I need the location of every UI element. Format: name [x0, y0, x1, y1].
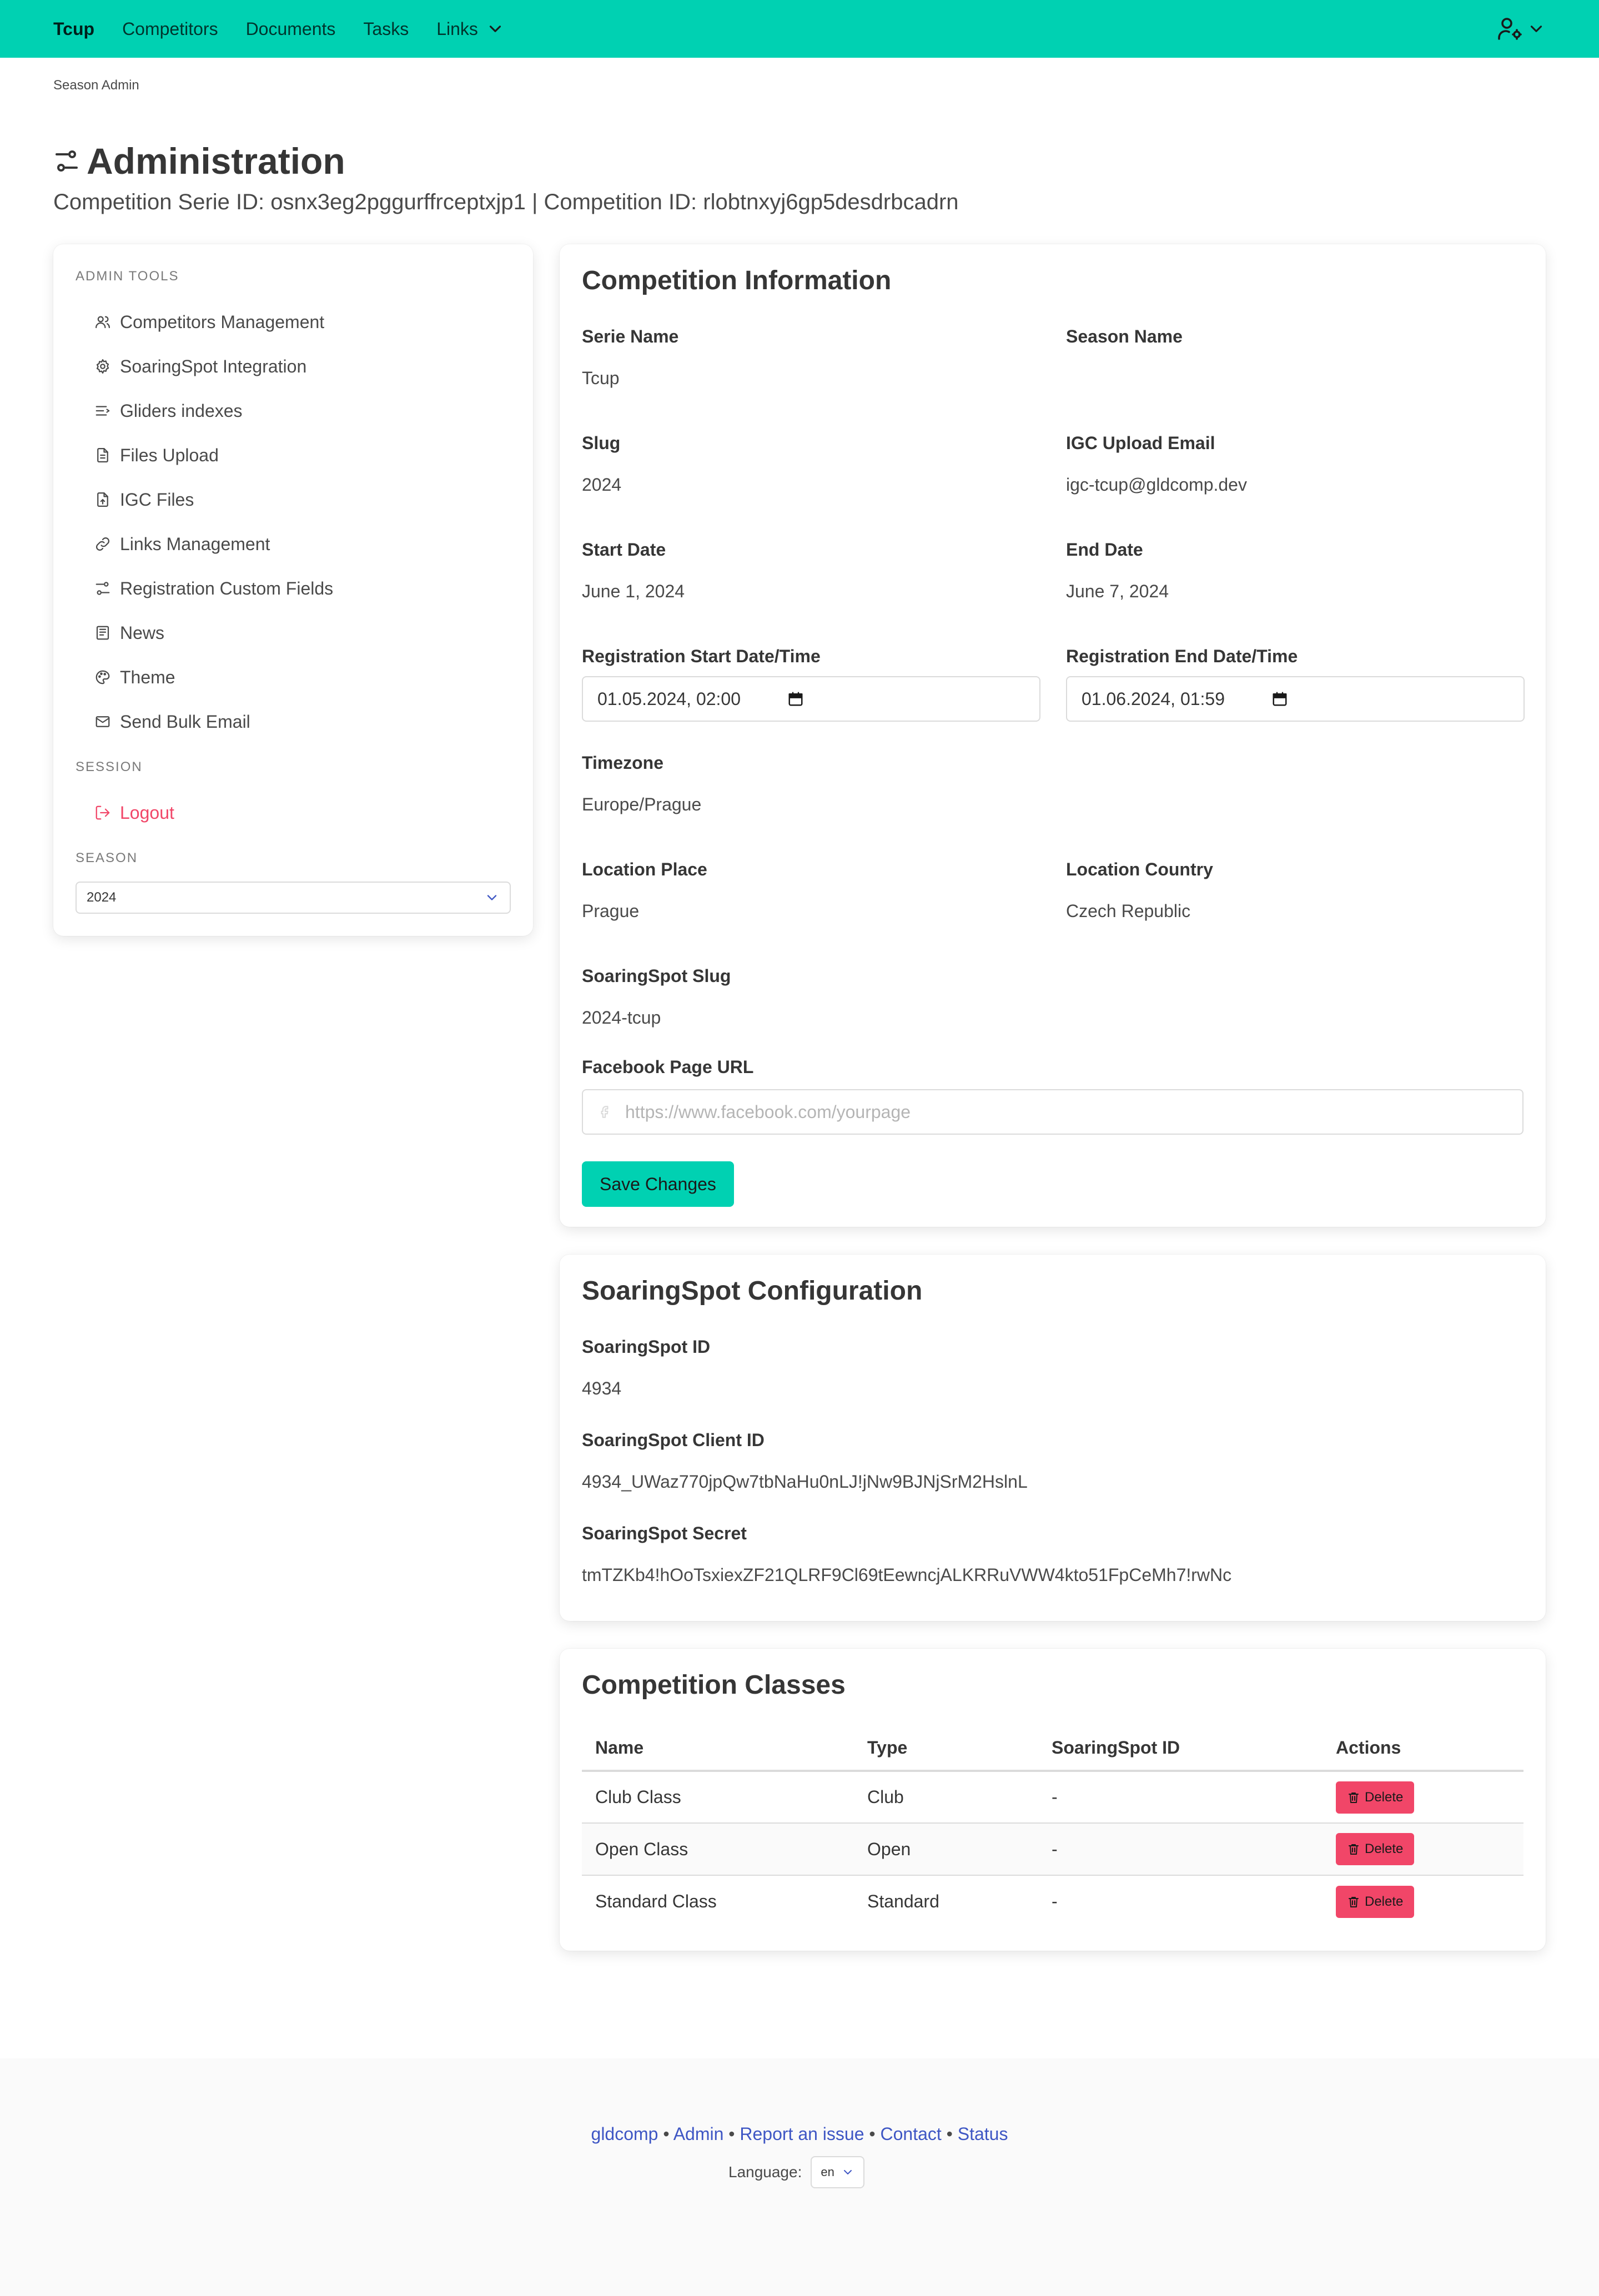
- sidebar-item-label: IGC Files: [120, 489, 194, 510]
- class-name-cell: Standard Class: [595, 1891, 717, 1911]
- admin-tools-list: [76, 300, 511, 744]
- table-row: [582, 1875, 1523, 1927]
- sidebar-item-label: SoaringSpot Integration: [120, 356, 307, 376]
- location-place-label: Location Place: [582, 859, 707, 879]
- language-value: en: [821, 2165, 834, 2179]
- footer-link-contact[interactable]: Contact: [880, 2124, 942, 2144]
- sidebar-item-gliders-indexes[interactable]: [76, 389, 511, 433]
- soaringspot-config-title: SoaringSpot Configuration: [582, 1276, 923, 1306]
- session-label: SESSION: [76, 759, 143, 774]
- season-select-value: 2024: [87, 890, 117, 905]
- ss-slug-label: SoaringSpot Slug: [582, 966, 731, 986]
- sidebar-item-label: Gliders indexes: [120, 400, 243, 421]
- sidebar-item-label: Links Management: [120, 533, 270, 554]
- class-actions-cell: [1323, 1875, 1523, 1927]
- delete-button[interactable]: [1336, 1833, 1414, 1865]
- sliders-icon: [53, 148, 80, 174]
- facebook-input[interactable]: [582, 1089, 1523, 1135]
- footer-separator: •: [728, 2124, 735, 2144]
- admin-sidebar: [53, 244, 533, 936]
- delete-label: Delete: [1365, 1894, 1404, 1909]
- newspaper-icon: [94, 625, 111, 641]
- sidebar-item-links-management[interactable]: [76, 522, 511, 566]
- ss-secret-field: [582, 1523, 1231, 1585]
- sidebar-item-news[interactable]: [76, 611, 511, 655]
- page-title-text: Administration: [87, 140, 345, 182]
- ss-client-id-field: [582, 1430, 1028, 1492]
- reg-end-field: [1066, 646, 1298, 667]
- season-name-field: [1066, 326, 1183, 368]
- sidebar-item-igc-files[interactable]: [76, 477, 511, 522]
- season-label: SEASON: [76, 850, 138, 865]
- competition-classes-card: [560, 1649, 1546, 1951]
- class-name-cell: Open Class: [582, 1823, 854, 1875]
- class-type-cell: Standard: [867, 1891, 939, 1911]
- start-date-field: [582, 540, 685, 602]
- calendar-icon[interactable]: [1271, 691, 1288, 707]
- location-country-field: [1066, 859, 1213, 922]
- class-actions-cell: [1323, 1823, 1523, 1875]
- link-icon: [94, 536, 111, 552]
- sidebar-item-send-bulk-email[interactable]: [76, 699, 511, 744]
- reg-start-value: 01.05.2024, 02:00: [597, 688, 741, 709]
- delete-button[interactable]: [1336, 1886, 1414, 1918]
- slug-field: [582, 433, 621, 495]
- chevron-down-icon: [484, 890, 500, 905]
- reg-end-input[interactable]: [1066, 676, 1525, 722]
- session-list: [76, 790, 511, 835]
- sidebar-item-label: News: [120, 622, 165, 643]
- end-date-value: June 7, 2024: [1066, 581, 1169, 601]
- serie-name-value: Tcup: [582, 368, 620, 388]
- admin-tools-label: ADMIN TOOLS: [76, 269, 179, 284]
- timezone-field: [582, 753, 701, 815]
- location-place-field: [582, 859, 707, 922]
- class-type-cell: Open: [854, 1823, 1038, 1875]
- end-date-field: [1066, 540, 1169, 602]
- ss-client-id-value: 4934_UWaz770jpQw7tbNaHu0nLJ!jNw9BJNjSrM2HslnL: [582, 1472, 1028, 1492]
- page-title: [53, 140, 345, 182]
- logout-icon: [94, 804, 111, 821]
- footer-link-gldcomp[interactable]: gldcomp: [591, 2124, 658, 2144]
- ss-secret-value: tmTZKb4!hOoTsxiexZF21QLRF9Cl69tEewncjALKRRuVWW4kto51FpCeMh7!rwNc: [582, 1565, 1232, 1585]
- slug-label: Slug: [582, 433, 621, 453]
- footer-separator: •: [946, 2124, 953, 2144]
- page-subtitle: Competition Serie ID: osnx3eg2pggurffrceptxjp1 | Competition ID: rlobtnxyj6gp5desdrbcadrn: [53, 190, 959, 214]
- start-date-label: Start Date: [582, 540, 666, 560]
- nav-links-dropdown[interactable]: [436, 19, 505, 39]
- delete-button[interactable]: [1336, 1781, 1414, 1814]
- footer-separator: •: [663, 2124, 670, 2144]
- season-name-label: Season Name: [1066, 326, 1183, 346]
- col-actions-header: Actions: [1323, 1725, 1523, 1771]
- competition-info-card: [560, 244, 1546, 1227]
- ss-id-value: 4934: [582, 1378, 622, 1398]
- language-label: Language:: [728, 2163, 802, 2181]
- ss-secret-label: SoaringSpot Secret: [582, 1523, 747, 1543]
- sliders-icon: [94, 580, 111, 597]
- trash-icon: [1347, 1791, 1360, 1804]
- sidebar-item-label: Theme: [120, 667, 175, 687]
- trash-icon: [1347, 1842, 1360, 1856]
- competition-info-title: Competition Information: [582, 266, 892, 295]
- user-cog-icon: [1497, 16, 1523, 42]
- trash-icon: [1347, 1895, 1360, 1909]
- save-changes-button[interactable]: Save Changes: [582, 1161, 734, 1207]
- mail-icon: [94, 713, 111, 730]
- end-date-label: End Date: [1066, 540, 1143, 560]
- class-name-cell: Club Class: [582, 1771, 854, 1823]
- file-upload-icon: [94, 491, 111, 508]
- sidebar-item-logout[interactable]: [76, 790, 511, 835]
- col-type-header: Type: [854, 1725, 1038, 1771]
- igc-email-value: igc-tcup@gldcomp.dev: [1066, 475, 1247, 495]
- reg-end-label: Registration End Date/Time: [1066, 646, 1298, 666]
- nav-documents[interactable]: Documents: [245, 18, 336, 39]
- facebook-icon: [597, 1105, 612, 1119]
- serie-name-field: [582, 326, 678, 389]
- top-navbar: [0, 0, 1599, 58]
- user-menu[interactable]: [1497, 0, 1546, 58]
- ss-slug-value: 2024-tcup: [582, 1008, 661, 1028]
- delete-label: Delete: [1365, 1841, 1404, 1856]
- sidebar-item-competitors-management[interactable]: [76, 300, 511, 344]
- sidebar-item-registration-custom-fields[interactable]: [76, 566, 511, 611]
- soaringspot-config-card: [560, 1255, 1546, 1621]
- file-icon: [94, 447, 111, 464]
- footer-link-admin[interactable]: Admin: [673, 2124, 724, 2144]
- sidebar-item-label: Files Upload: [120, 445, 219, 465]
- reg-start-input[interactable]: [582, 676, 1040, 722]
- logout-label: Logout: [120, 802, 174, 823]
- class-ssid-cell: -: [1038, 1823, 1323, 1875]
- col-ssid-header: SoaringSpot ID: [1038, 1725, 1323, 1771]
- season-select[interactable]: [76, 882, 511, 914]
- competition-classes-title: Competition Classes: [582, 1670, 846, 1700]
- calendar-icon[interactable]: [787, 691, 804, 707]
- sidebar-item-theme[interactable]: [76, 655, 511, 699]
- footer-link-status[interactable]: Status: [957, 2124, 1008, 2144]
- palette-icon: [94, 669, 111, 686]
- language-select[interactable]: [811, 2156, 864, 2188]
- sidebar-item-files-upload[interactable]: [76, 433, 511, 477]
- sidebar-item-label: Competitors Management: [120, 311, 325, 332]
- users-icon: [94, 314, 111, 330]
- sidebar-item-soaringspot-integration[interactable]: [76, 344, 511, 389]
- chevron-down-icon: [841, 2166, 854, 2179]
- ss-slug-field: [582, 966, 731, 1028]
- col-name-header: Name: [582, 1725, 854, 1771]
- timezone-label: Timezone: [582, 753, 663, 773]
- location-country-label: Location Country: [1066, 859, 1213, 879]
- facebook-placeholder: https://www.facebook.com/yourpage: [625, 1101, 911, 1122]
- slug-value: 2024: [582, 475, 622, 495]
- reg-start-label: Registration Start Date/Time: [582, 646, 821, 666]
- footer-link-report-issue[interactable]: Report an issue: [740, 2124, 864, 2144]
- table-row: [582, 1771, 1523, 1823]
- sidebar-item-label: Send Bulk Email: [120, 711, 250, 732]
- delete-label: Delete: [1365, 1789, 1404, 1805]
- nav-competitors[interactable]: Competitors: [122, 18, 218, 39]
- gear-icon: [94, 358, 111, 375]
- location-place-value: Prague: [582, 901, 640, 921]
- chevron-down-icon: [486, 19, 505, 38]
- facebook-field: [582, 1057, 753, 1077]
- chevron-down-icon: [1527, 19, 1546, 38]
- footer: [0, 2058, 1599, 2296]
- class-ssid-cell: -: [1038, 1771, 1323, 1823]
- timezone-value: Europe/Prague: [582, 794, 702, 814]
- breadcrumb[interactable]: Season Admin: [53, 78, 139, 93]
- ss-id-label: SoaringSpot ID: [582, 1337, 711, 1357]
- nav-links-label: Links: [436, 18, 478, 39]
- location-country-value: Czech Republic: [1066, 901, 1191, 921]
- nav-brand[interactable]: Tcup: [53, 18, 95, 39]
- ss-id-field: [582, 1337, 710, 1399]
- list-icon: [94, 402, 111, 419]
- language-row: [728, 2156, 864, 2188]
- ss-client-id-label: SoaringSpot Client ID: [582, 1430, 765, 1450]
- nav-tasks[interactable]: Tasks: [363, 18, 409, 39]
- footer-separator: •: [869, 2124, 876, 2144]
- table-row: [582, 1823, 1523, 1875]
- reg-start-field: [582, 646, 821, 667]
- igc-email-label: IGC Upload Email: [1066, 433, 1215, 453]
- serie-name-label: Serie Name: [582, 326, 679, 346]
- classes-table: [582, 1725, 1523, 1927]
- facebook-label: Facebook Page URL: [582, 1057, 754, 1077]
- table-header-row: [582, 1725, 1523, 1771]
- sidebar-item-label: Registration Custom Fields: [120, 578, 334, 598]
- igc-email-field: [1066, 433, 1247, 495]
- class-ssid-cell: -: [1052, 1891, 1058, 1911]
- class-type-cell: Club: [854, 1771, 1038, 1823]
- footer-links: [0, 2124, 1599, 2144]
- class-actions-cell: [1323, 1771, 1523, 1823]
- start-date-value: June 1, 2024: [582, 581, 685, 601]
- reg-end-value: 01.06.2024, 01:59: [1082, 688, 1225, 709]
